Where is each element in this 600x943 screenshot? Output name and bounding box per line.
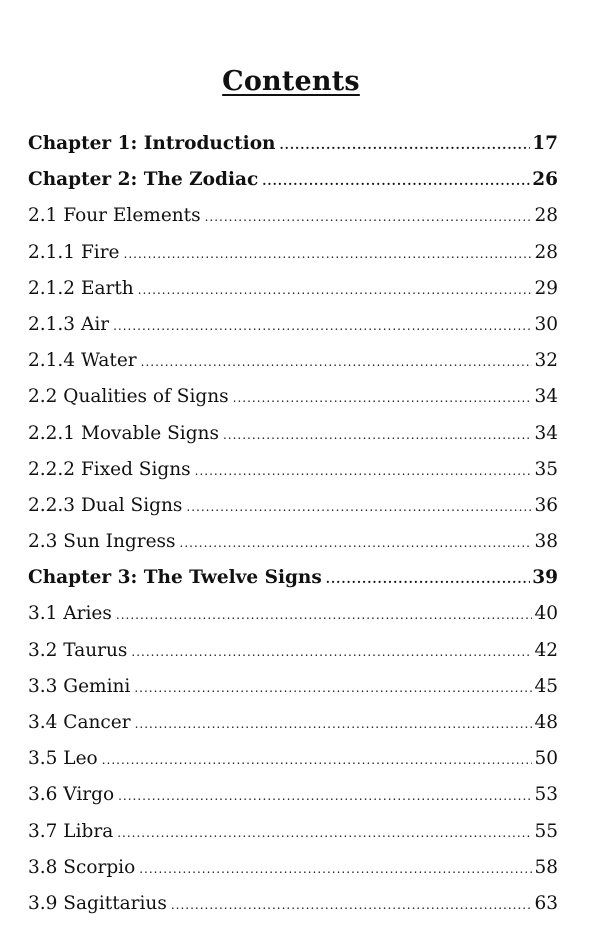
toc-section-entry[interactable]	[28, 198, 558, 234]
dot-leader	[195, 453, 533, 488]
dot-leader	[171, 887, 533, 922]
toc-entry-page-number: 42	[534, 639, 558, 661]
toc-section-entry[interactable]	[28, 633, 558, 669]
toc-section-entry[interactable]	[28, 850, 558, 886]
toc-entry-page-number: 38	[534, 531, 558, 553]
table-of-contents	[28, 126, 558, 922]
toc-section-entry[interactable]	[28, 705, 558, 741]
toc-section-entry[interactable]	[28, 379, 558, 415]
toc-entry-label: 2.1.1 Fire	[28, 241, 120, 263]
dot-leader	[141, 344, 533, 379]
toc-section-entry[interactable]	[28, 741, 558, 777]
toc-section-entry[interactable]	[28, 596, 558, 632]
toc-section-entry[interactable]	[28, 452, 558, 488]
dot-leader	[124, 236, 533, 271]
dot-leader	[135, 706, 533, 741]
dot-leader	[134, 670, 532, 705]
toc-entry-label: 3.6 Virgo	[28, 784, 115, 806]
toc-entry-label: 2.2.1 Movable Signs	[28, 422, 219, 444]
toc-entry-page-number: 58	[534, 856, 558, 878]
dot-leader	[326, 561, 530, 596]
toc-section-entry[interactable]	[28, 814, 558, 850]
dot-leader	[138, 272, 533, 307]
page-title: Contents	[222, 66, 360, 98]
toc-entry-page-number: 34	[534, 422, 558, 444]
toc-entry-label: Chapter 2: The Zodiac	[28, 169, 259, 191]
dot-leader	[223, 417, 533, 452]
toc-entry-page-number: 28	[534, 241, 558, 263]
toc-entry-page-number: 36	[534, 494, 558, 516]
toc-section-entry[interactable]	[28, 777, 558, 813]
dot-leader	[139, 851, 532, 886]
dot-leader	[233, 380, 533, 415]
dot-leader	[180, 525, 533, 560]
toc-entry-label: 3.1 Aries	[28, 603, 112, 625]
dot-leader	[205, 199, 533, 234]
toc-entry-page-number: 55	[534, 820, 558, 842]
dot-leader	[116, 597, 533, 632]
toc-entry-label: 2.1.3 Air	[28, 313, 110, 335]
toc-entry-page-number: 40	[534, 603, 558, 625]
toc-entry-label: 2.2.3 Dual Signs	[28, 494, 183, 516]
toc-section-entry[interactable]	[28, 488, 558, 524]
toc-entry-page-number: 32	[534, 350, 558, 372]
toc-entry-label: 3.4 Cancer	[28, 712, 131, 733]
toc-chapter-entry[interactable]	[28, 126, 558, 162]
dot-leader	[262, 163, 530, 198]
dot-leader	[102, 742, 533, 777]
toc-entry-page-number: 35	[534, 458, 558, 480]
toc-entry-label: 2.1 Four Elements	[28, 205, 201, 227]
toc-section-entry[interactable]	[28, 416, 558, 452]
dot-leader	[113, 308, 532, 343]
toc-entry-page-number: 50	[534, 748, 558, 770]
toc-entry-label: 2.2 Qualities of Signs	[28, 386, 229, 408]
dot-leader	[280, 127, 531, 162]
toc-section-entry[interactable]	[28, 886, 558, 922]
toc-entry-page-number: 28	[534, 205, 558, 227]
toc-entry-page-number: 45	[534, 675, 558, 697]
toc-entry-label: 3.2 Taurus	[28, 639, 128, 661]
toc-entry-label: 3.5 Leo	[28, 748, 98, 770]
toc-entry-page-number: 48	[534, 712, 558, 733]
toc-entry-label: 2.1.2 Earth	[28, 277, 134, 299]
dot-leader	[131, 634, 532, 669]
toc-entry-label: 2.3 Sun Ingress	[28, 531, 176, 553]
toc-entry-page-number: 53	[534, 784, 558, 806]
toc-section-entry[interactable]	[28, 235, 558, 271]
toc-entry-page-number: 30	[534, 313, 558, 335]
toc-section-entry[interactable]	[28, 524, 558, 560]
toc-entry-label: Chapter 3: The Twelve Signs	[28, 567, 322, 589]
toc-section-entry[interactable]	[28, 343, 558, 379]
dot-leader	[117, 815, 532, 850]
dot-leader	[186, 489, 532, 524]
toc-entry-label: Chapter 1: Introduction	[28, 133, 276, 154]
toc-section-entry[interactable]	[28, 669, 558, 705]
toc-section-entry[interactable]	[28, 307, 558, 343]
toc-section-entry[interactable]	[28, 271, 558, 307]
toc-entry-label: 2.1.4 Water	[28, 350, 137, 372]
dot-leader	[118, 778, 532, 813]
toc-chapter-entry[interactable]	[28, 560, 558, 596]
toc-entry-label: 3.7 Libra	[28, 820, 114, 842]
toc-entry-page-number: 63	[534, 892, 558, 914]
toc-entry-page-number: 34	[534, 386, 558, 408]
toc-entry-page-number: 26	[532, 169, 558, 191]
toc-entry-label: 3.3 Gemini	[28, 675, 131, 697]
toc-entry-page-number: 17	[532, 133, 558, 154]
toc-entry-label: 2.2.2 Fixed Signs	[28, 458, 191, 480]
toc-entry-label: 3.8 Scorpio	[28, 856, 136, 878]
toc-chapter-entry[interactable]	[28, 162, 558, 198]
toc-entry-page-number: 29	[534, 277, 558, 299]
toc-entry-page-number: 39	[532, 567, 558, 589]
toc-entry-label: 3.9 Sagittarius	[28, 892, 167, 914]
